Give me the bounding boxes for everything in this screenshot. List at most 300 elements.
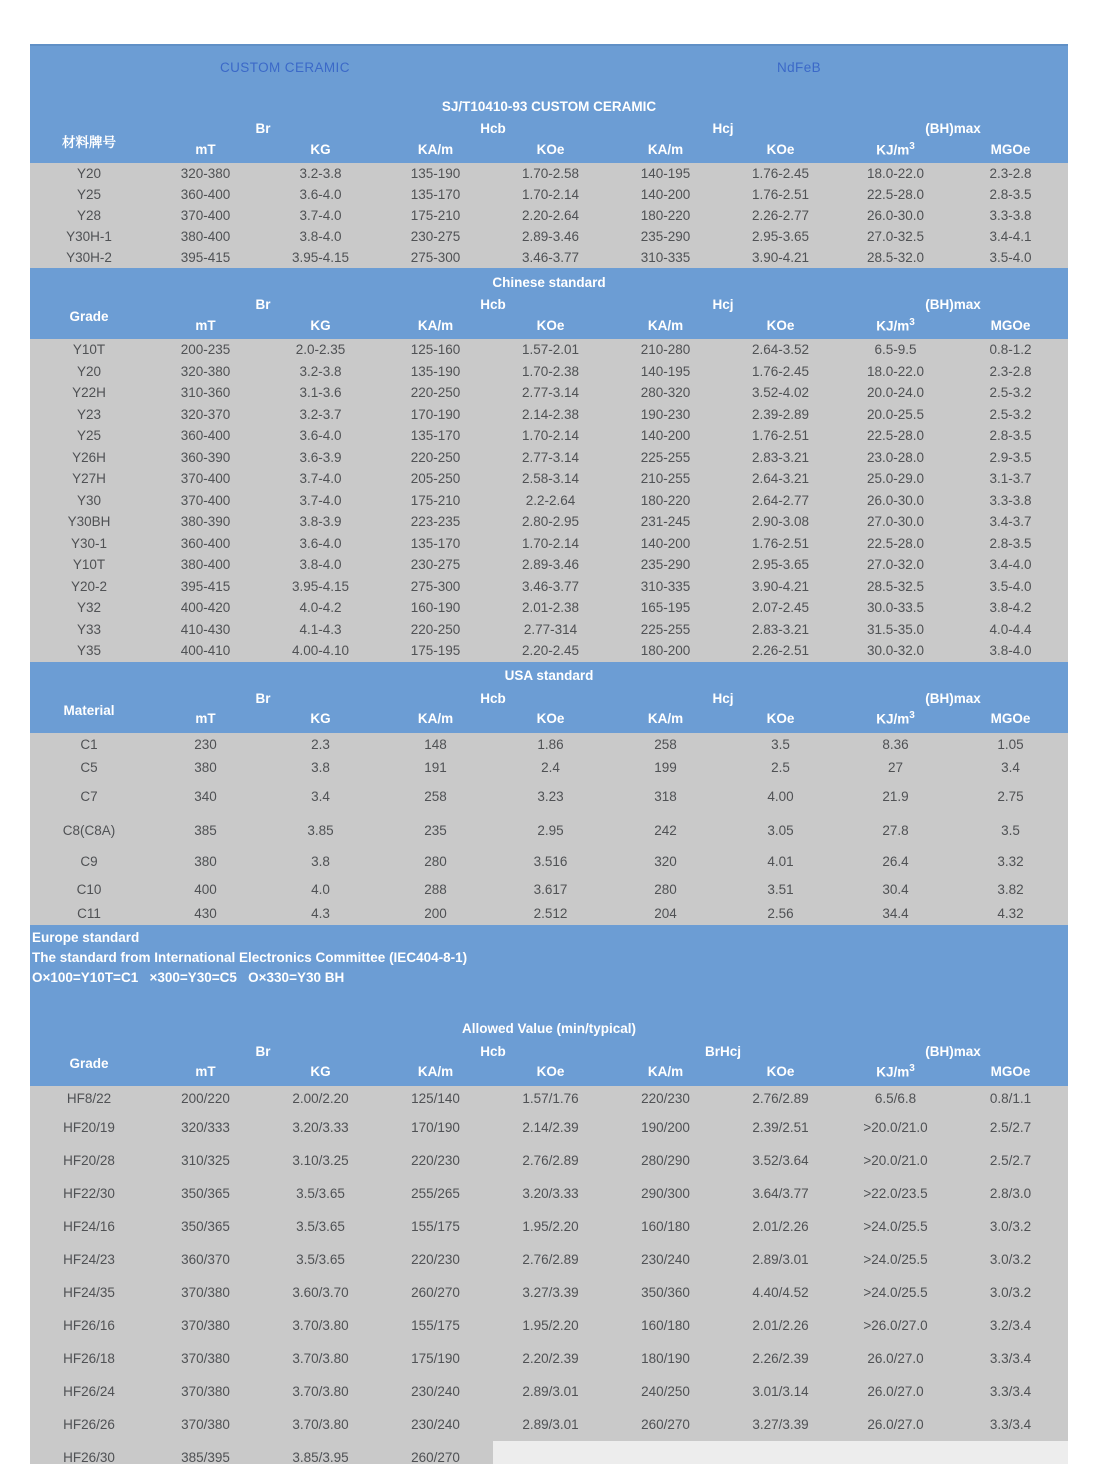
value-cell: 140-200 — [608, 533, 723, 555]
table-row — [30, 1144, 1068, 1177]
value-cell: 370/380 — [148, 1408, 263, 1441]
value-cell: 3.01/3.14 — [723, 1375, 838, 1408]
value-cell: 135-190 — [378, 163, 493, 184]
unit-header: KA/m — [378, 139, 493, 163]
value-cell: >24.0/25.5 — [838, 1276, 953, 1309]
value-cell: 2.89/3.01 — [493, 1375, 608, 1408]
table-row — [30, 1177, 1068, 1210]
value-cell: 410-430 — [148, 619, 263, 641]
row-label: Y25 — [30, 425, 148, 447]
unit-header: KA/m — [378, 1062, 493, 1086]
table-row — [30, 597, 1068, 619]
group-header-hcb: Hcb — [378, 1041, 608, 1062]
value-cell: 4.0-4.2 — [263, 597, 378, 619]
value-cell: 2.95-3.65 — [723, 226, 838, 247]
value-cell: 175-195 — [378, 640, 493, 662]
value-cell: 360-400 — [148, 184, 263, 205]
value-cell: 2.83-3.21 — [723, 619, 838, 641]
value-cell: 205-250 — [378, 468, 493, 490]
row-label: Y20-2 — [30, 576, 148, 598]
unit-header: mT — [148, 1062, 263, 1086]
value-cell: 3.8-4.0 — [953, 640, 1068, 662]
value-cell: 280 — [608, 877, 723, 902]
value-cell: 34.4 — [838, 902, 953, 925]
table-row — [30, 184, 1068, 205]
table-row — [30, 902, 1068, 925]
value-cell: 400-420 — [148, 597, 263, 619]
value-cell: 3.52-4.02 — [723, 382, 838, 404]
value-cell: 190/200 — [608, 1111, 723, 1144]
table-allowed-value — [30, 1015, 1068, 1464]
unit-header: MGOe — [953, 709, 1068, 733]
value-cell: 2.3 — [263, 733, 378, 756]
value-cell: 1.95/2.20 — [493, 1210, 608, 1243]
value-cell: 3.516 — [493, 847, 608, 877]
value-cell: >24.0/25.5 — [838, 1243, 953, 1276]
table-row — [30, 814, 1068, 847]
unit-header: KG — [263, 709, 378, 733]
value-cell: 3.46-3.77 — [493, 247, 608, 268]
value-cell: 395-415 — [148, 576, 263, 598]
unit-header: KA/m — [608, 315, 723, 339]
value-cell: 2.56 — [723, 902, 838, 925]
value-cell: 2.64-3.21 — [723, 468, 838, 490]
value-cell: >24.0/25.5 — [838, 1210, 953, 1243]
value-cell: 360-400 — [148, 425, 263, 447]
value-cell: 1.57/1.76 — [493, 1086, 608, 1111]
value-cell: 3.70/3.80 — [263, 1408, 378, 1441]
row-label: Y26H — [30, 447, 148, 469]
value-cell: 26.0-30.0 — [838, 205, 953, 226]
value-cell: 204 — [608, 902, 723, 925]
value-cell: 199 — [608, 756, 723, 780]
value-cell: 3.8-4.0 — [263, 554, 378, 576]
ndfeb-link[interactable]: NdFeB — [777, 60, 822, 75]
value-cell: 350/360 — [608, 1276, 723, 1309]
row-label: HF20/19 — [30, 1111, 148, 1144]
value-cell: 2.3-2.8 — [953, 361, 1068, 383]
value-cell: 2.14-2.38 — [493, 404, 608, 426]
table-row — [30, 554, 1068, 576]
row-label: HF8/22 — [30, 1086, 148, 1111]
value-cell: 288 — [378, 877, 493, 902]
value-cell: >20.0/21.0 — [838, 1144, 953, 1177]
value-cell: 2.07-2.45 — [723, 597, 838, 619]
value-cell: 310-360 — [148, 382, 263, 404]
group-header-hcj: Hcj — [608, 688, 838, 709]
europe-subtitle: The standard from International Electronics Committee (IEC404-8-1) — [32, 949, 468, 965]
value-cell: 370/380 — [148, 1276, 263, 1309]
row-label: Y25 — [30, 184, 148, 205]
content-area — [30, 44, 1068, 1464]
value-cell: 1.70-2.14 — [493, 425, 608, 447]
value-cell: 3.60/3.70 — [263, 1276, 378, 1309]
custom-ceramic-link[interactable]: CUSTOM CERAMIC — [220, 60, 350, 75]
europe-standard-note — [30, 925, 1068, 1015]
value-cell: 4.1-4.3 — [263, 619, 378, 641]
row-label: HF24/23 — [30, 1243, 148, 1276]
value-cell: 2.95-3.65 — [723, 554, 838, 576]
table-header — [30, 268, 1068, 339]
value-cell: 360/370 — [148, 1243, 263, 1276]
row-label: Y33 — [30, 619, 148, 641]
value-cell: 175-210 — [378, 205, 493, 226]
value-cell: 2.26-2.51 — [723, 640, 838, 662]
value-cell: 370/380 — [148, 1309, 263, 1342]
table-row — [30, 1309, 1068, 1342]
table-row — [30, 780, 1068, 814]
value-cell: 2.20-2.64 — [493, 205, 608, 226]
table-row — [30, 619, 1068, 641]
value-cell: 3.0/3.2 — [953, 1276, 1068, 1309]
value-cell: 135-190 — [378, 361, 493, 383]
value-cell: 2.8-3.5 — [953, 533, 1068, 555]
unit-header: $KJ/m^3$ — [838, 1062, 953, 1086]
value-cell: 2.5/2.7 — [953, 1144, 1068, 1177]
value-cell: 370-400 — [148, 490, 263, 512]
value-cell: 2.76/2.89 — [723, 1086, 838, 1111]
value-cell: 230-275 — [378, 554, 493, 576]
value-cell: 3.8 — [263, 756, 378, 780]
table-header — [30, 92, 1068, 163]
table-row — [30, 163, 1068, 184]
table-row — [30, 756, 1068, 780]
value-cell: 160-190 — [378, 597, 493, 619]
value-cell: 175-210 — [378, 490, 493, 512]
value-cell: 380 — [148, 756, 263, 780]
value-cell: 3.7-4.0 — [263, 490, 378, 512]
value-cell: 3.05 — [723, 814, 838, 847]
value-cell: 2.89-3.46 — [493, 554, 608, 576]
row-label: C10 — [30, 877, 148, 902]
value-cell: 3.52/3.64 — [723, 1144, 838, 1177]
value-cell: 318 — [608, 780, 723, 814]
value-cell: 220-250 — [378, 447, 493, 469]
value-cell: 258 — [608, 733, 723, 756]
unit-header: KA/m — [378, 315, 493, 339]
unit-header: KA/m — [608, 709, 723, 733]
value-cell: 6.5-9.5 — [838, 339, 953, 361]
value-cell: 231-245 — [608, 511, 723, 533]
table-row — [30, 533, 1068, 555]
value-cell: 2.39-2.89 — [723, 404, 838, 426]
value-cell: 3.2-3.8 — [263, 361, 378, 383]
value-cell: 3.7-4.0 — [263, 468, 378, 490]
value-cell: 230/240 — [608, 1243, 723, 1276]
value-cell: 4.0-4.4 — [953, 619, 1068, 641]
value-cell: 235-290 — [608, 226, 723, 247]
value-cell: 3.6-3.9 — [263, 447, 378, 469]
value-cell: 1.70-2.14 — [493, 533, 608, 555]
value-cell: 25.0-29.0 — [838, 468, 953, 490]
value-cell: 3.27/3.39 — [723, 1408, 838, 1441]
value-cell: 3.3-3.8 — [953, 205, 1068, 226]
row-label: Y32 — [30, 597, 148, 619]
value-cell: 320-370 — [148, 404, 263, 426]
table-title: SJ/T10410-93 CUSTOM CERAMIC — [30, 92, 1068, 118]
value-cell: 3.51 — [723, 877, 838, 902]
value-cell: 2.58-3.14 — [493, 468, 608, 490]
table-row — [30, 247, 1068, 268]
value-cell: 2.3-2.8 — [953, 163, 1068, 184]
value-cell: 3.95-4.15 — [263, 247, 378, 268]
value-cell: 230/240 — [378, 1375, 493, 1408]
value-cell: 3.5 — [953, 814, 1068, 847]
value-cell: 3.3/3.4 — [953, 1342, 1068, 1375]
row-label: Y10T — [30, 339, 148, 361]
value-cell: 3.3/3.4 — [953, 1408, 1068, 1441]
value-cell: 135-170 — [378, 533, 493, 555]
value-cell: 2.64-3.52 — [723, 339, 838, 361]
row-label: C7 — [30, 780, 148, 814]
value-cell: 22.5-28.0 — [838, 533, 953, 555]
value-cell: 2.39/2.51 — [723, 1111, 838, 1144]
europe-equivalence: O×100=Y10T=C1 ×300=Y30=C5 O×330=Y30 BH — [32, 969, 345, 985]
value-cell: 2.01/2.26 — [723, 1210, 838, 1243]
first-column-header: Material — [30, 688, 148, 733]
table-row — [30, 1111, 1068, 1144]
value-cell: 275-300 — [378, 247, 493, 268]
group-header-bhmax: (BH)max — [838, 688, 1068, 709]
value-cell: 21.9 — [838, 780, 953, 814]
value-cell: 18.0-22.0 — [838, 163, 953, 184]
value-cell: 2.77-314 — [493, 619, 608, 641]
value-cell: 3.4-4.0 — [953, 554, 1068, 576]
value-cell: 220/230 — [608, 1086, 723, 1111]
row-label: Y30-1 — [30, 533, 148, 555]
value-cell: 3.5/3.65 — [263, 1243, 378, 1276]
value-cell: 2.5-3.2 — [953, 404, 1068, 426]
table-row — [30, 382, 1068, 404]
value-cell: 2.9-3.5 — [953, 447, 1068, 469]
value-cell: 220-250 — [378, 382, 493, 404]
value-cell: 3.70/3.80 — [263, 1342, 378, 1375]
value-cell: 20.0-24.0 — [838, 382, 953, 404]
value-cell: 350/365 — [148, 1210, 263, 1243]
value-cell: 258 — [378, 780, 493, 814]
value-cell: 22.5-28.0 — [838, 184, 953, 205]
value-cell: 3.0/3.2 — [953, 1243, 1068, 1276]
group-header-hcb: Hcb — [378, 688, 608, 709]
row-label: HF26/18 — [30, 1342, 148, 1375]
value-cell: 1.76-2.51 — [723, 184, 838, 205]
value-cell: 235-290 — [608, 554, 723, 576]
value-cell: 26.0/27.0 — [838, 1408, 953, 1441]
value-cell: 2.90-3.08 — [723, 511, 838, 533]
value-cell: 360-400 — [148, 533, 263, 555]
value-cell: 3.5 — [723, 733, 838, 756]
value-cell: 170-190 — [378, 404, 493, 426]
group-header-bhmax: (BH)max — [838, 1041, 1068, 1062]
row-label: Y23 — [30, 404, 148, 426]
group-header-br: Br — [148, 688, 378, 709]
value-cell: 3.2-3.7 — [263, 404, 378, 426]
value-cell: 28.5-32.0 — [838, 247, 953, 268]
row-label: C5 — [30, 756, 148, 780]
value-cell: 280 — [378, 847, 493, 877]
value-cell: 4.0 — [263, 877, 378, 902]
value-cell: 3.90-4.21 — [723, 247, 838, 268]
value-cell: 4.00-4.10 — [263, 640, 378, 662]
value-cell: 225-255 — [608, 447, 723, 469]
value-cell: 27.0-32.5 — [838, 226, 953, 247]
row-label: HF26/30 — [30, 1441, 148, 1464]
value-cell: 2.76/2.89 — [493, 1243, 608, 1276]
value-cell: 260/270 — [608, 1408, 723, 1441]
table-row — [30, 404, 1068, 426]
value-cell: 310-335 — [608, 247, 723, 268]
value-cell: 135-170 — [378, 184, 493, 205]
value-cell: 380-390 — [148, 511, 263, 533]
value-cell: 27.0-32.0 — [838, 554, 953, 576]
value-cell: 3.82 — [953, 877, 1068, 902]
first-column-header: 材料牌号 — [30, 118, 148, 163]
value-cell: 190-230 — [608, 404, 723, 426]
value-cell: 3.27/3.39 — [493, 1276, 608, 1309]
value-cell: 1.70-2.14 — [493, 184, 608, 205]
row-label: HF26/24 — [30, 1375, 148, 1408]
value-cell: 380-400 — [148, 226, 263, 247]
value-cell: 3.85/3.95 — [263, 1441, 378, 1464]
table-row — [30, 847, 1068, 877]
group-header-bhmax: (BH)max — [838, 294, 1068, 315]
value-cell: >20.0/21.0 — [838, 1111, 953, 1144]
top-nav — [30, 44, 1068, 92]
value-cell: 3.23 — [493, 780, 608, 814]
value-cell: 165-195 — [608, 597, 723, 619]
value-cell: 4.00 — [723, 780, 838, 814]
value-cell: 310-335 — [608, 576, 723, 598]
value-cell: 4.40/4.52 — [723, 1276, 838, 1309]
value-cell: 3.10/3.25 — [263, 1144, 378, 1177]
unit-header: $KJ/m^3$ — [838, 139, 953, 163]
row-label: Y10T — [30, 554, 148, 576]
value-cell: 2.00/2.20 — [263, 1086, 378, 1111]
value-cell: 148 — [378, 733, 493, 756]
value-cell: 26.0/27.0 — [838, 1342, 953, 1375]
unit-header: MGOe — [953, 315, 1068, 339]
value-cell: 2.77-3.14 — [493, 382, 608, 404]
table-header — [30, 662, 1068, 733]
value-cell: 140-195 — [608, 163, 723, 184]
unit-header: KG — [263, 315, 378, 339]
value-cell: 3.8-4.0 — [263, 226, 378, 247]
value-cell: 4.01 — [723, 847, 838, 877]
value-cell: 3.20/3.33 — [493, 1177, 608, 1210]
table-sjt10410 — [30, 92, 1068, 268]
table-row — [30, 339, 1068, 361]
unit-header: mT — [148, 139, 263, 163]
value-cell: 400 — [148, 877, 263, 902]
value-cell: 3.4 — [263, 780, 378, 814]
value-cell: 385/395 — [148, 1441, 263, 1464]
value-cell: 180/190 — [608, 1342, 723, 1375]
value-cell: 370/380 — [148, 1342, 263, 1375]
value-cell: 2.64-2.77 — [723, 490, 838, 512]
unit-header: KG — [263, 1062, 378, 1086]
value-cell: 3.8-4.2 — [953, 597, 1068, 619]
row-label: Y28 — [30, 205, 148, 226]
value-cell: 350/365 — [148, 1177, 263, 1210]
group-header-brhcj: BrHcj — [608, 1041, 838, 1062]
value-cell: 18.0-22.0 — [838, 361, 953, 383]
value-cell: 200 — [378, 902, 493, 925]
value-cell: 3.617 — [493, 877, 608, 902]
value-cell: 3.7-4.0 — [263, 205, 378, 226]
value-cell: 1.86 — [493, 733, 608, 756]
value-cell: 2.5/2.7 — [953, 1111, 1068, 1144]
value-cell: 3.5-4.0 — [953, 576, 1068, 598]
unit-header: KA/m — [608, 1062, 723, 1086]
row-label: HF26/16 — [30, 1309, 148, 1342]
value-cell: 320/333 — [148, 1111, 263, 1144]
value-cell — [953, 1441, 1068, 1464]
value-cell: 2.83-3.21 — [723, 447, 838, 469]
value-cell: 3.90-4.21 — [723, 576, 838, 598]
table-body — [30, 339, 1068, 662]
value-cell: 135-170 — [378, 425, 493, 447]
unit-header: MGOe — [953, 1062, 1068, 1086]
value-cell: 3.4-3.7 — [953, 511, 1068, 533]
value-cell: 2.0-2.35 — [263, 339, 378, 361]
value-cell: 155/175 — [378, 1309, 493, 1342]
value-cell — [608, 1441, 723, 1464]
table-body — [30, 1086, 1068, 1464]
value-cell: 220-250 — [378, 619, 493, 641]
table-title: USA standard — [30, 662, 1068, 688]
value-cell: 240/250 — [608, 1375, 723, 1408]
group-header-bhmax: (BH)max — [838, 118, 1068, 139]
row-label: Y35 — [30, 640, 148, 662]
value-cell: 180-220 — [608, 205, 723, 226]
value-cell: 2.20-2.45 — [493, 640, 608, 662]
value-cell — [838, 1441, 953, 1464]
row-label: C8(C8A) — [30, 814, 148, 847]
unit-header: KOe — [723, 315, 838, 339]
value-cell: 170/190 — [378, 1111, 493, 1144]
value-cell: 340 — [148, 780, 263, 814]
value-cell: 1.76-2.45 — [723, 361, 838, 383]
value-cell: 3.70/3.80 — [263, 1309, 378, 1342]
row-label: Y22H — [30, 382, 148, 404]
first-column-header: Grade — [30, 1041, 148, 1086]
value-cell: 2.5 — [723, 756, 838, 780]
value-cell: 1.70-2.58 — [493, 163, 608, 184]
value-cell — [493, 1441, 608, 1464]
value-cell — [723, 1441, 838, 1464]
value-cell: 175/190 — [378, 1342, 493, 1375]
table-row — [30, 1243, 1068, 1276]
table-row — [30, 468, 1068, 490]
value-cell: 8.36 — [838, 733, 953, 756]
table-row — [30, 490, 1068, 512]
value-cell: 2.14/2.39 — [493, 1111, 608, 1144]
row-label: Y20 — [30, 361, 148, 383]
value-cell: >22.0/23.5 — [838, 1177, 953, 1210]
value-cell: 370-400 — [148, 205, 263, 226]
group-header-br: Br — [148, 118, 378, 139]
table-title: Chinese standard — [30, 268, 1068, 294]
value-cell: 2.77-3.14 — [493, 447, 608, 469]
value-cell: 2.2-2.64 — [493, 490, 608, 512]
value-cell: 0.8-1.2 — [953, 339, 1068, 361]
value-cell: 2.5-3.2 — [953, 382, 1068, 404]
value-cell: 3.6-4.0 — [263, 533, 378, 555]
table-row — [30, 640, 1068, 662]
first-column-header: Grade — [30, 294, 148, 339]
table-row — [30, 361, 1068, 383]
row-label: HF24/16 — [30, 1210, 148, 1243]
